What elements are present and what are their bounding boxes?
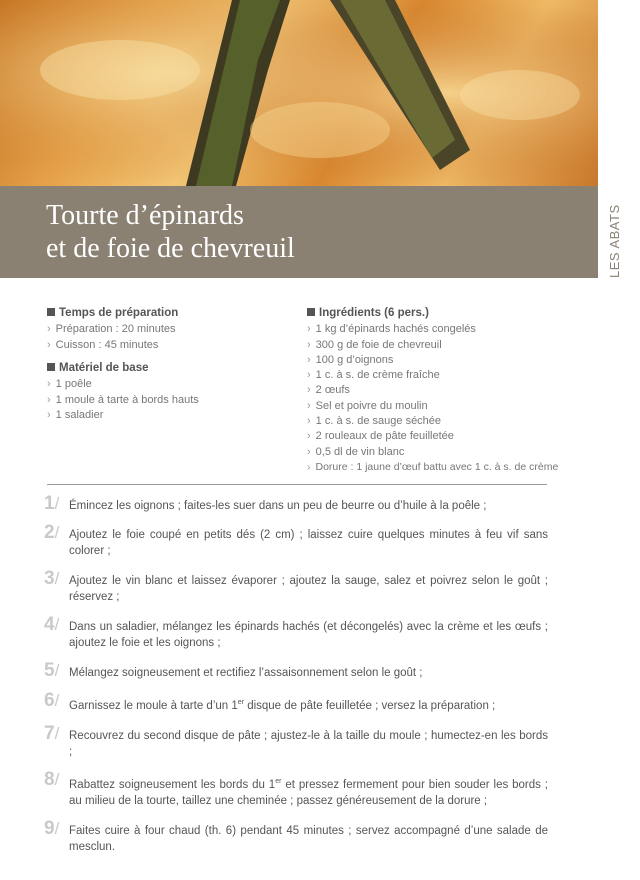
preparation-block (47, 306, 178, 353)
recipe-title-line-2: et de foie de chevreuil (46, 233, 295, 264)
step-6 (44, 690, 548, 714)
recipe-title (46, 199, 295, 265)
step-text: Dans un saladier, mélangez les épinards hachés (et décongelés) avec la crème et les œufs ; ajoutez le foie et les oignons ; (69, 621, 548, 649)
step-2 (44, 522, 548, 559)
step-text: Ajoutez le foie coupé en petits dés (2 cm) ; laissez cuire quelques minutes à feu vif sans colorer ; (69, 529, 548, 557)
materiel-heading: Matériel de base (47, 361, 199, 376)
step-9 (44, 817, 548, 855)
ingredients-block (307, 306, 558, 475)
step-text: Émincez les oignons ; faites-les suer dans un peu de beurre ou d’huile à la poêle ; (69, 500, 487, 512)
step-number: 3/ (44, 568, 60, 589)
step-4 (44, 614, 548, 651)
list-item: › Cuisson : 45 minutes (47, 338, 178, 353)
list-item: › 100 g d’oignons (307, 353, 558, 368)
step-1 (44, 493, 548, 514)
list-item: › 1 kg d’épinards hachés congelés (307, 322, 558, 337)
preparation-heading: Temps de préparation (47, 306, 178, 321)
tart-photo (0, 0, 598, 186)
list-item: › 1 c. à s. de crème fraîche (307, 368, 558, 383)
ingredients-heading: Ingrédients (6 pers.) (307, 306, 558, 321)
step-8 (44, 768, 548, 809)
list-item: › 300 g de foie de chevreuil (307, 338, 558, 353)
materiel-block (47, 361, 199, 423)
step-5 (44, 660, 548, 681)
step-number: 1/ (44, 493, 60, 514)
list-item: › 1 saladier (47, 408, 199, 423)
list-item: › 1 c. à s. de sauge séchée (307, 414, 558, 429)
section-tab: LES ABATS (607, 204, 622, 278)
list-item: › Dorure : 1 jaune d’œuf battu avec 1 c. à s. de crème (307, 460, 558, 475)
tart-photo-illustration (0, 0, 598, 186)
step-text: Ajoutez le vin blanc et laissez évaporer ; ajoutez la sauge, salez et poivrez selon le goût ; réservez ; (69, 575, 548, 603)
step-number: 2/ (44, 522, 60, 543)
step-text: Rabattez soigneusement les bords du 1er et pressez fermement pour bien souder les bords ; au milieu de la tourte, taillez une cheminée ; passez généreusement de la dorure ; (69, 777, 548, 807)
step-text: Recouvrez du second disque de pâte ; ajustez-le à la taille du moule ; humectez-en les bords ; (69, 729, 548, 758)
list-item: › 1 poêle (47, 377, 199, 392)
step-number: 8/ (44, 768, 60, 790)
list-item: › 2 rouleaux de pâte feuilletée (307, 429, 558, 444)
step-text: Faites cuire à four chaud (th. 6) pendant 45 minutes ; servez accompagné d’une salade de mesclun. (69, 824, 548, 853)
step-number: 4/ (44, 614, 60, 635)
step-number: 9/ (44, 817, 60, 839)
section-divider (47, 484, 547, 485)
list-item: › 2 œufs (307, 383, 558, 398)
list-item: › Sel et poivre du moulin (307, 399, 558, 414)
list-item: › 1 moule à tarte à bords hauts (47, 393, 199, 408)
step-text: Garnissez le moule à tarte d’un 1er disque de pâte feuilletée ; versez la préparation ; (69, 699, 496, 712)
step-3 (44, 568, 548, 605)
step-text: Mélangez soigneusement et rectifiez l’assaisonnement selon le goût ; (69, 667, 423, 679)
step-number: 5/ (44, 660, 60, 681)
steps-list (44, 493, 548, 855)
list-item: › Préparation : 20 minutes (47, 322, 178, 337)
step-number: 6/ (44, 690, 60, 711)
step-7 (44, 722, 548, 760)
list-item: › 0,5 dl de vin blanc (307, 445, 558, 460)
step-number: 7/ (44, 722, 60, 744)
recipe-title-line-1: Tourte d’épinards (46, 200, 244, 231)
